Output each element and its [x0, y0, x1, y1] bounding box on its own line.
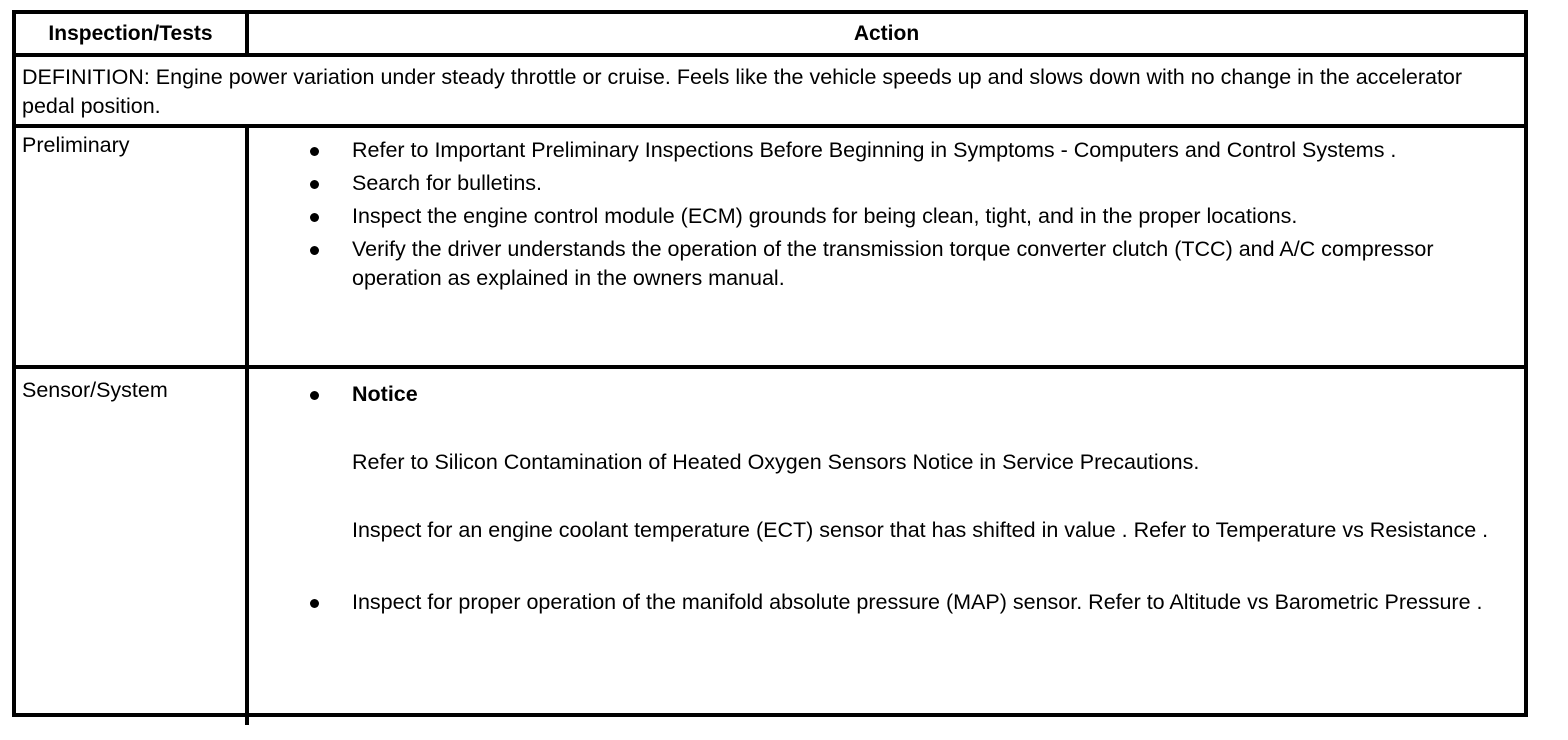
bullet-icon [310, 599, 319, 608]
column-divider [245, 124, 249, 367]
bullet-icon [310, 391, 319, 400]
sensor-system-list [304, 380, 1504, 617]
header-col1-label: Inspection/Tests [48, 22, 213, 45]
bullet-icon [310, 180, 319, 189]
list-item-text: Search for bulletins. [352, 171, 543, 195]
list-item [304, 235, 1504, 293]
header-action [249, 14, 1524, 54]
list-item [304, 588, 1504, 617]
row-label-preliminary: Preliminary [22, 133, 130, 157]
header-divider [245, 14, 249, 54]
list-item-text: Refer to Important Preliminary Inspections Before Beginning in Symptoms - Computers and Control Systems . [352, 138, 1397, 162]
list-item [304, 136, 1504, 165]
header-inspection-tests [16, 14, 245, 54]
notice-text: Refer to Silicon Contamination of Heated Oxygen Sensors Notice in Service Precautions. [352, 450, 1200, 474]
row-divider [16, 53, 1524, 57]
list-item [304, 380, 1504, 545]
notice-followup: Inspect for an engine coolant temperature (ECT) sensor that has shifted in value . Refer to Temperature vs Resistance . [352, 518, 1489, 542]
notice-title: Notice [352, 382, 418, 406]
list-item-text: Inspect for proper operation of the manifold absolute pressure (MAP) sensor. Refer to Altitude vs Barometric Pressure . [352, 590, 1483, 614]
bullet-icon [310, 147, 319, 156]
definition-text: DEFINITION: Engine power variation under steady throttle or cruise. Feels like the vehicle speeds up and slows down with no change in the accelerator pedal position. [22, 65, 1463, 118]
list-item-text: Inspect the engine control module (ECM) grounds for being clean, tight, and in the proper locations. [352, 204, 1298, 228]
column-divider [245, 365, 249, 725]
bullet-icon [310, 246, 319, 255]
list-item [304, 169, 1504, 198]
bullet-icon [310, 213, 319, 222]
row-label-sensor-system: Sensor/System [22, 378, 168, 402]
header-col2-label: Action [853, 22, 920, 45]
preliminary-list [304, 136, 1504, 293]
row-divider [16, 365, 1524, 369]
list-item [304, 202, 1504, 231]
list-item-text: Verify the driver understands the operation of the transmission torque converter clutch (TCC) and A/C compressor operation as explained in the owners manual. [352, 237, 1434, 290]
inspection-table [12, 10, 1528, 717]
row-divider [16, 124, 1524, 128]
